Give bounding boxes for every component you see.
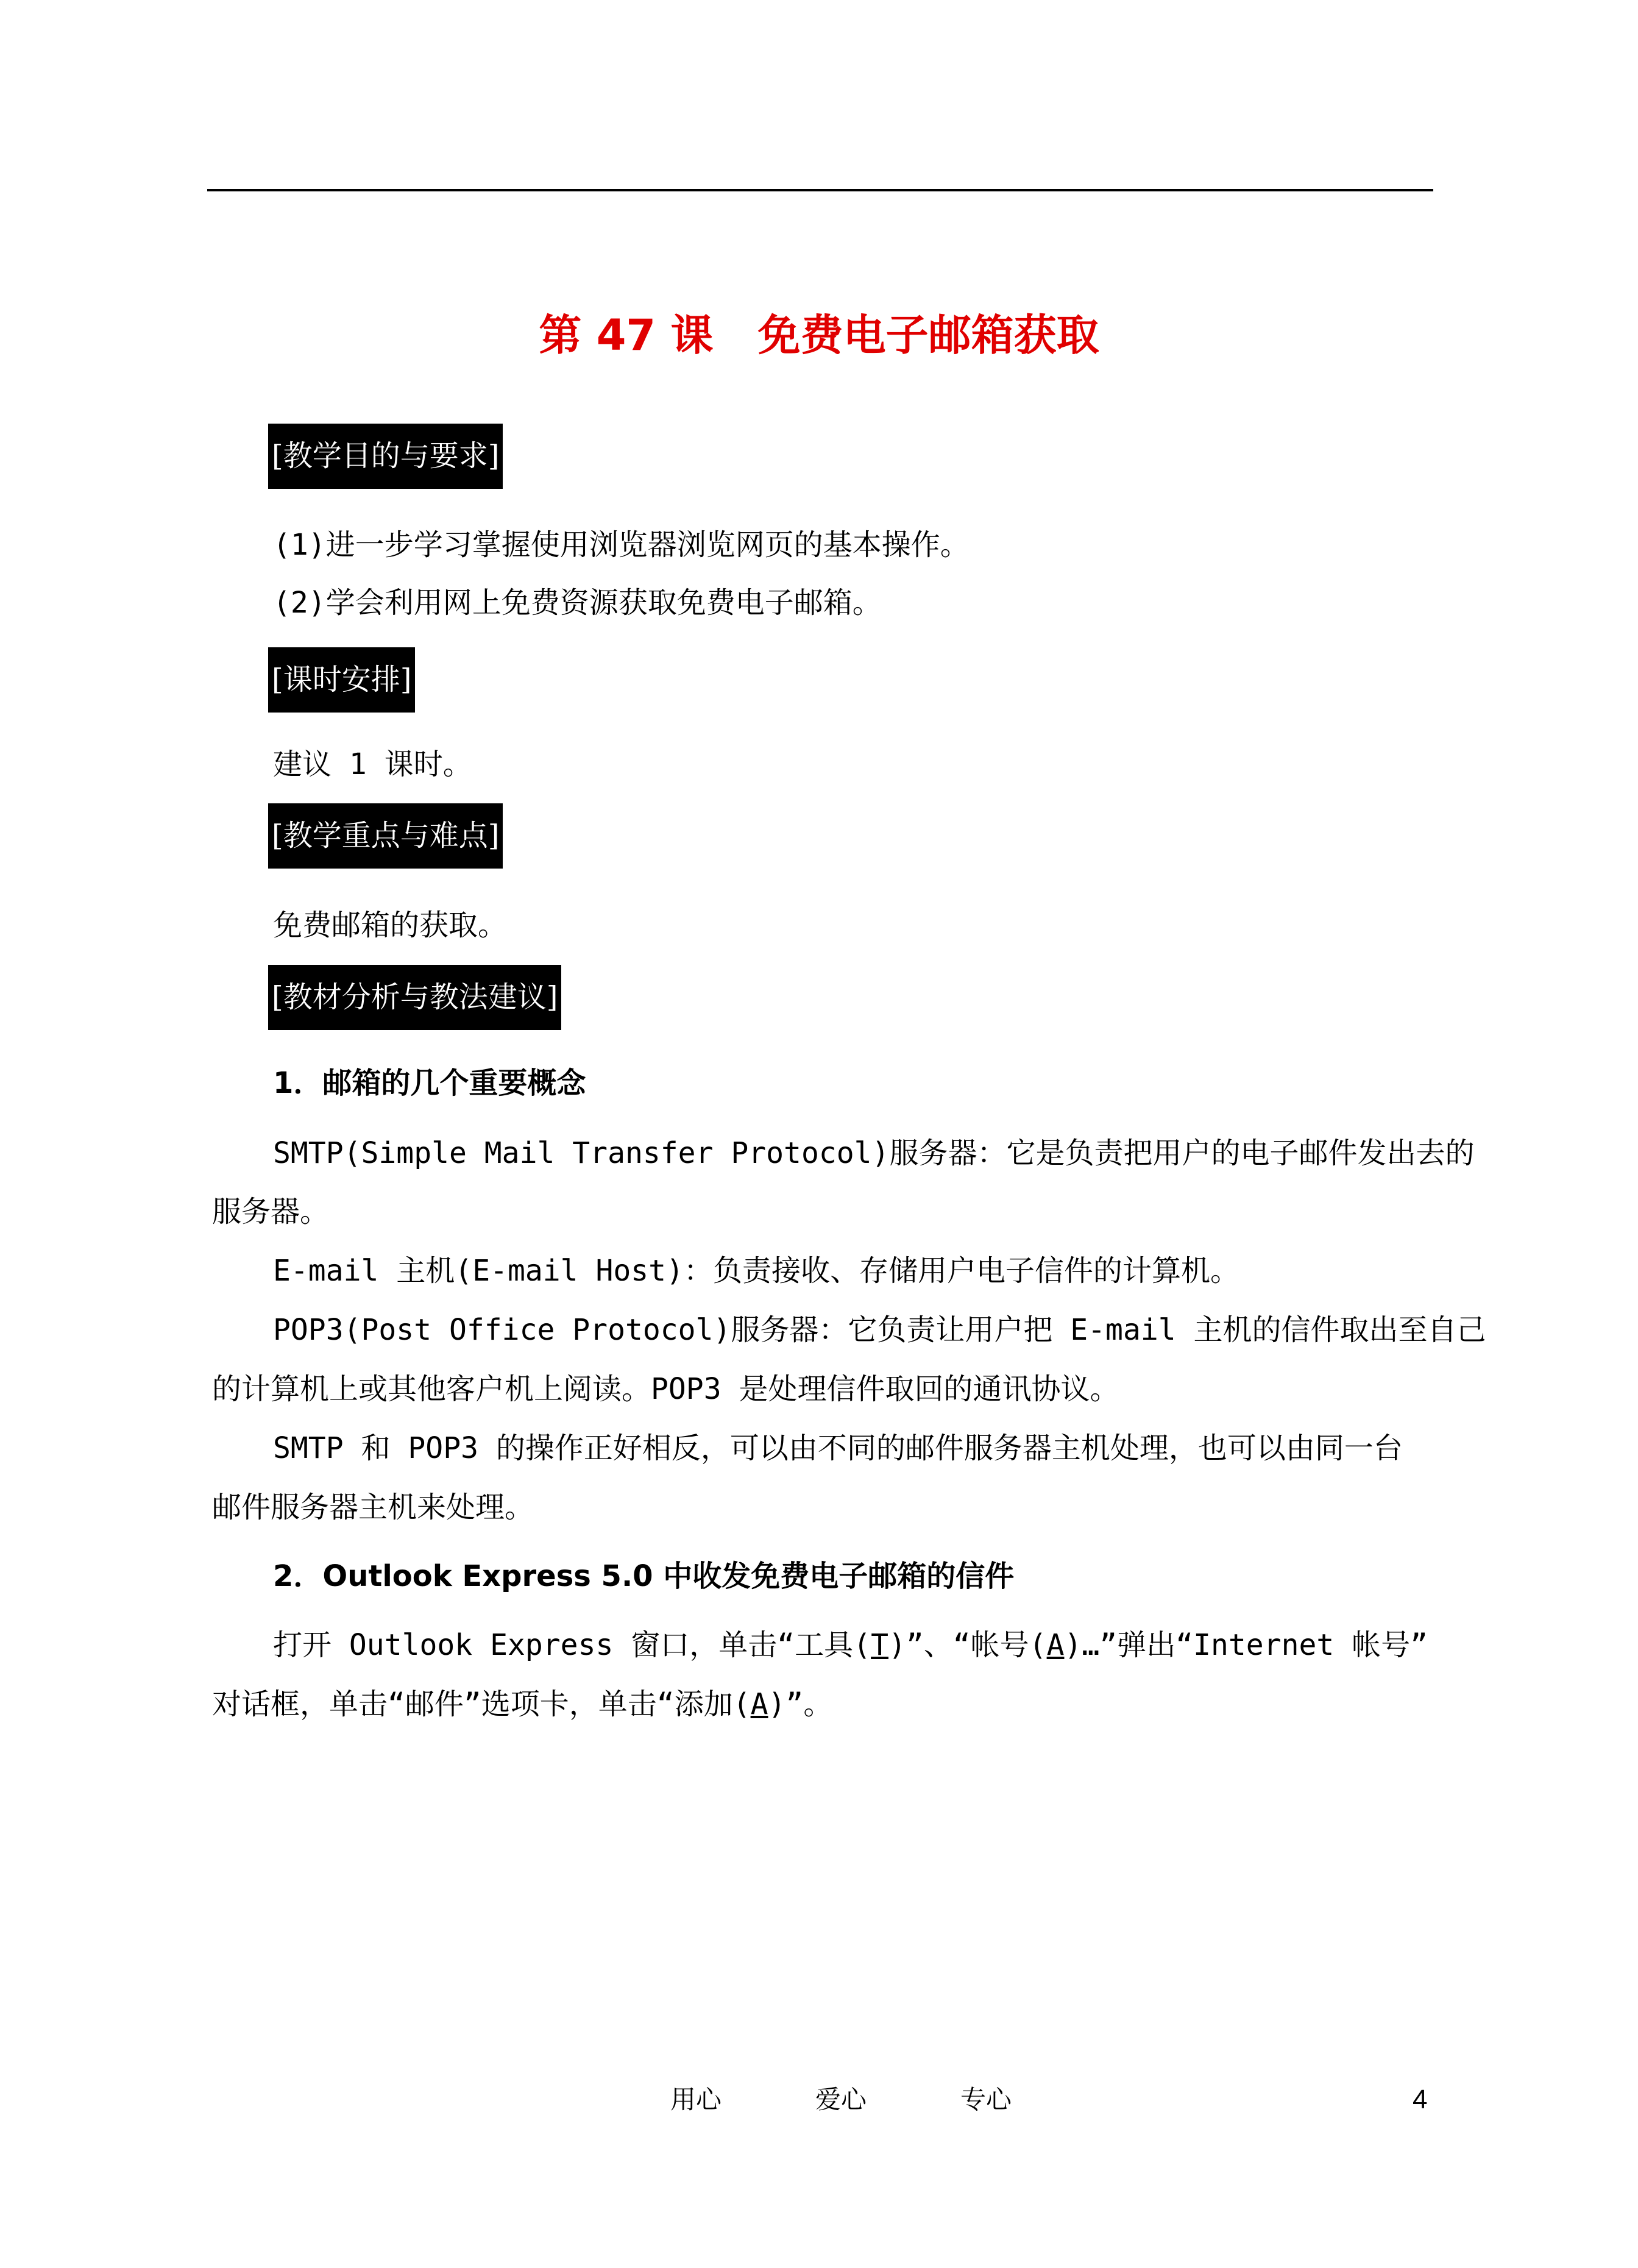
paragraph-outlook-line2-part-a: 对话框，单击“邮件”选项卡，单击“添加( [212,1687,751,1721]
paragraph-smtp-line1: SMTP(Simple Mail Transfer Protocol)服务器：它是负责把用户的电子邮件发出去的 [273,1136,1475,1170]
section-label-key-points: [教学重点与难点] [268,803,503,869]
objective-item-2: (2)学会利用网上免费资源获取免费电子邮箱。 [273,586,882,620]
paragraph-pop3-line2: 的计算机上或其他客户机上阅读。POP3 是处理信件取回的通讯协议。 [212,1372,1119,1406]
tools-shortcut-key: T [871,1628,888,1662]
page-number: 4 [1413,2085,1428,2114]
footer-motto-2: 爱心 [815,2085,867,2114]
paragraph-outlook-line1-part-c: )…”弹出“Internet 帐号” [1064,1628,1428,1662]
footer-motto-3: 专心 [960,2085,1012,2114]
paragraph-outlook-line1-part-a: 打开 Outlook Express 窗口，单击“工具( [273,1628,871,1662]
paragraph-smtp-pop3-line2: 邮件服务器主机来处理。 [212,1490,534,1524]
section-label-analysis: [教材分析与教法建议] [268,965,561,1030]
section-label-objectives: [教学目的与要求] [268,424,503,489]
header-rule [207,189,1433,191]
schedule-text: 建议 1 课时。 [273,747,472,781]
subheading-mailbox-concepts: 1．邮箱的几个重要概念 [273,1066,586,1100]
objective-item-1: (1)进一步学习掌握使用浏览器浏览网页的基本操作。 [273,528,970,562]
paragraph-outlook-line1-part-b: )”、“帐号( [888,1628,1047,1662]
add-shortcut-key: A [750,1687,768,1721]
key-points-text: 免费邮箱的获取。 [273,908,508,942]
paragraph-outlook-line2-part-b: )”。 [768,1687,833,1721]
paragraph-outlook-line1 [273,1626,1428,1665]
section-label-schedule: [课时安排] [268,647,415,713]
accounts-shortcut-key: A [1046,1628,1065,1662]
footer-motto-1: 用心 [670,2085,722,2114]
paragraph-smtp-line2: 服务器。 [212,1195,330,1229]
lesson-title: 第 47 课 免费电子邮箱获取 [539,310,1099,360]
subheading-outlook-express: 2．Outlook Express 5.0 中收发免费电子邮箱的信件 [273,1559,1015,1593]
footer-motto [670,2081,1012,2118]
paragraph-smtp-pop3-line1: SMTP 和 POP3 的操作正好相反，可以由不同的邮件服务器主机处理，也可以由同一台 [273,1431,1403,1465]
paragraph-outlook-line2 [212,1685,832,1724]
paragraph-email-host: E-mail 主机(E-mail Host)：负责接收、存储用户电子信件的计算机。 [273,1254,1239,1288]
paragraph-pop3-line1: POP3(Post Office Protocol)服务器：它负责让用户把 E-mail 主机的信件取出至自己 [273,1313,1486,1347]
